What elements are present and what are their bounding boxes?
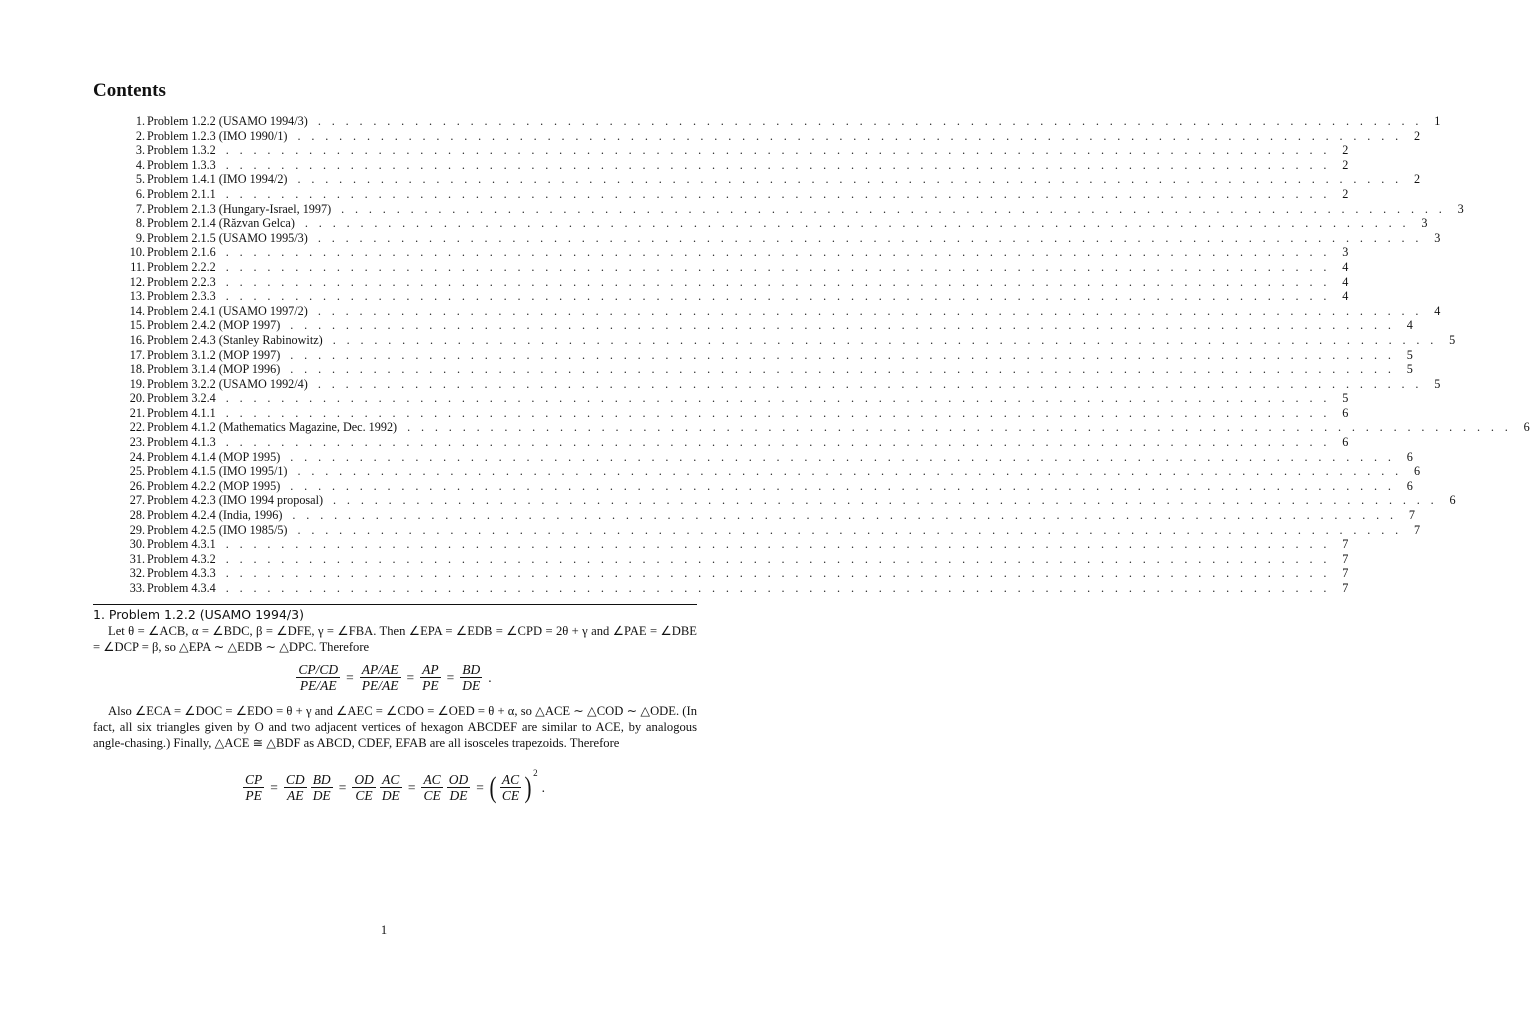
toc-entry-number: 1. [135,114,145,128]
toc-entry-page: 4 [1342,259,1349,274]
toc-entry-title: Problem 2.3.3 [147,289,216,304]
toc-entry[interactable] [93,493,1456,508]
toc-leader-dots: . . . . . . . . . . . . . . . . . . . . . . . . . . . . . . . . . . . . . . . . . . . . . . . . . . . . . . . . . . . . . . . . . . . . . . . . . . . . . . . . [290,478,1395,493]
toc-entry-page: 6 [1406,449,1413,464]
toc-entry[interactable] [93,186,1349,202]
toc-leader-dots: . . . . . . . . . . . . . . . . . . . . . . . . . . . . . . . . . . . . . . . . . . . . . . . . . . . . . . . . . . . . . . . . . . . . . . . . . . . . . . . . [341,201,1446,216]
toc-entry-number: 19. [129,376,145,391]
toc-entry-number: 29. [129,522,145,537]
fraction [380,772,402,803]
toc-entry-title: Problem 1.4.1 (IMO 1994/2) [147,172,288,187]
denominator: CE [501,788,520,803]
fraction [284,772,307,803]
numerator: BD [462,662,481,677]
toc-entry-title: Problem 1.2.2 (USAMO 1994/3) [147,114,308,128]
toc-leader-dots: . . . . . . . . . . . . . . . . . . . . . . . . . . . . . . . . . . . . . . . . . . . . . . . . . . . . . . . . . . . . . . . . . . . . . . . . . . . . . . . . [297,172,1403,187]
toc-entry-title: Problem 2.4.3 (Stanley Rabinowitz) [147,332,323,347]
left-paren: ( [489,770,497,804]
toc-entry[interactable] [93,508,1415,523]
toc-entry-page: 7 [1342,537,1349,552]
denominator: DE [462,678,481,693]
toc-entry-page: 5 [1449,332,1456,347]
toc-leader-dots: . . . . . . . . . . . . . . . . . . . . . . . . . . . . . . . . . . . . . . . . . . . . . . . . . . . . . . . . . . . . . . . . . . . . . . . . . . . . . . . . [290,362,1395,377]
toc-entry-title: Problem 4.2.4 (India, 1996) [147,508,283,523]
toc-entry[interactable] [93,551,1349,567]
toc-leader-dots: . . . . . . . . . . . . . . . . . . . . . . . . . . . . . . . . . . . . . . . . . . . . . . . . . . . . . . . . . . . . . . . . . . . . . . . . . . . . . . . . [317,376,1423,391]
fraction [360,662,401,693]
toc-leader-dots: . . . . . . . . . . . . . . . . . . . . . . . . . . . . . . . . . . . . . . . . . . . . . . . . . . . . . . . . . . . . . . . . . . . . . . . . . . . . . . . . [290,318,1395,333]
toc-entry[interactable] [93,566,1349,581]
toc-entry-page: 7 [1342,581,1349,595]
toc-entry-title: Problem 2.1.6 [147,245,216,260]
toc-entry-page: 3 [1342,245,1349,260]
paragraph-1-text: Let θ = ∠ACB, α = ∠BDC, β = ∠DFE, γ = ∠FBA. Then ∠EPA = ∠EDB = ∠CPD = 2θ + γ and ∠PAE = ∠DBE = ∠DCP = β, so △EPA ∼ △EDB ∼ △DPC. Therefore [93,624,697,654]
fraction [460,662,482,693]
toc-entry[interactable] [93,245,1349,260]
numerator: CD [285,772,305,787]
toc-entry-title: Problem 2.1.1 [147,186,216,201]
toc-entry-title: Problem 3.2.4 [147,391,216,406]
toc-entry[interactable] [93,435,1349,450]
toc-entry-number: 13. [129,289,145,304]
toc-entry-page: 2 [1413,172,1421,187]
toc-entry-number: 2. [135,128,145,143]
toc-entry-number: 14. [129,303,145,318]
toc-entry-number: 4. [135,157,145,172]
toc-leader-dots: . . . . . . . . . . . . . . . . . . . . . . . . . . . . . . . . . . . . . . . . . . . . . . . . . . . . . . . . . . . . . . . . . . . . . . . . . . . . . . . . [225,157,1331,172]
toc-leader-dots: . . . . . . . . . . . . . . . . . . . . . . . . . . . . . . . . . . . . . . . . . . . . . . . . . . . . . . . . . . . . . . . . . . . . . . . . . . . . . . . . [333,493,1438,508]
toc-entry-page: 4 [1342,274,1349,289]
toc-entry-title: Problem 3.2.2 (USAMO 1992/4) [147,376,308,391]
toc-entry-title: Problem 2.2.3 [147,274,216,289]
toc-entry-number: 26. [129,478,145,493]
toc-entry-number: 6. [135,186,145,201]
toc-entry-page: 1 [1434,114,1441,128]
toc-entry-page: 6 [1523,420,1530,435]
toc-entry-title: Problem 4.2.5 (IMO 1985/5) [147,522,288,537]
toc-entry-number: 18. [129,362,145,377]
toc-leader-dots: . . . . . . . . . . . . . . . . . . . . . . . . . . . . . . . . . . . . . . . . . . . . . . . . . . . . . . . . . . . . . . . . . . . . . . . . . . . . . . . . [225,289,1331,304]
toc-entry-page: 4 [1434,303,1441,318]
toc-entry-page: 3 [1421,216,1428,231]
toc-entry-page: 6 [1413,464,1421,479]
toc-entry-number: 7. [135,201,145,216]
numerator: OD [448,772,469,787]
toc-leader-dots: . . . . . . . . . . . . . . . . . . . . . . . . . . . . . . . . . . . . . . . . . . . . . . . . . . . . . . . . . . . . . . . . . . . . . . . . . . . . . . . . [225,391,1331,406]
toc-entry-title: Problem 2.4.2 (MOP 1997) [147,318,281,333]
toc-entry-title: Problem 1.3.2 [147,143,216,158]
toc-entry[interactable] [93,376,1441,392]
toc-entry-number: 8. [135,216,145,231]
toc-entry-title: Problem 4.1.2 (Mathematics Magazine, Dec. 1992) [147,420,398,435]
fraction [420,662,441,693]
toc-entry-page: 5 [1406,362,1413,377]
toc-entry[interactable] [93,347,1413,363]
toc-entry[interactable] [93,274,1349,290]
toc-entry-page: 7 [1413,522,1421,537]
toc-leader-dots: . . . . . . . . . . . . . . . . . . . . . . . . . . . . . . . . . . . . . . . . . . . . . . . . . . . . . . . . . . . . . . . . . . . . . . . . . . . . . . . . [332,332,1438,347]
toc-entry-page: 2 [1342,157,1349,172]
toc-entry-page: 6 [1342,435,1349,450]
toc-entry-number: 21. [129,405,145,420]
toc-entry[interactable] [93,391,1349,406]
toc-entry-number: 32. [129,566,145,581]
fraction [296,662,340,693]
toc-entry[interactable] [93,420,1530,435]
toc-entry-title: Problem 2.1.3 (Hungary-Israel, 1997) [147,201,332,216]
toc-leader-dots: . . . . . . . . . . . . . . . . . . . . . . . . . . . . . . . . . . . . . . . . . . . . . . . . . . . . . . . . . . . . . . . . . . . . . . . . . . . . . . . . [317,303,1423,318]
toc-leader-dots: . . . . . . . . . . . . . . . . . . . . . . . . . . . . . . . . . . . . . . . . . . . . . . . . . . . . . . . . . . . . . . . . . . . . . . . . . . . . . . . . [297,464,1403,479]
toc-leader-dots: . . . . . . . . . . . . . . . . . . . . . . . . . . . . . . . . . . . . . . . . . . . . . . . . . . . . . . . . . . . . . . . . . . . . . . . . . . . . . . . . [304,216,1410,231]
toc-entry-number: 9. [135,230,145,245]
fraction [447,772,471,803]
toc-entry-number: 33. [129,581,145,595]
toc-entry-number: 22. [129,420,145,435]
fraction [500,772,521,803]
toc-leader-dots: . . . . . . . . . . . . . . . . . . . . . . . . . . . . . . . . . . . . . . . . . . . . . . . . . . . . . . . . . . . . . . . . . . . . . . . . . . . . . . . . [317,230,1423,245]
toc-entry[interactable] [93,449,1413,465]
right-paren: ) [524,770,532,804]
toc-entry-number: 24. [129,449,145,464]
toc-entry-title: Problem 4.2.3 (IMO 1994 proposal) [147,493,324,508]
toc-entry-number: 17. [129,347,145,362]
toc-entry-page: 5 [1434,376,1441,391]
toc-entry-number: 25. [129,464,145,479]
section-divider [93,604,697,605]
toc-entry-number: 5. [135,172,145,187]
fraction [311,772,333,803]
toc-entry[interactable] [93,522,1421,538]
toc-entry[interactable] [93,201,1464,217]
toc-leader-dots: . . . . . . . . . . . . . . . . . . . . . . . . . . . . . . . . . . . . . . . . . . . . . . . . . . . . . . . . . . . . . . . . . . . . . . . . . . . . . . . . [407,420,1512,435]
toc-leader-dots: . . . . . . . . . . . . . . . . . . . . . . . . . . . . . . . . . . . . . . . . . . . . . . . . . . . . . . . . . . . . . . . . . . . . . . . . . . . . . . . . [225,405,1331,420]
toc-entry[interactable] [93,172,1421,187]
toc-entry-title: Problem 4.3.3 [147,566,216,581]
toc-entry[interactable] [93,259,1349,275]
toc-entry-page: 7 [1342,566,1349,581]
toc-entry[interactable] [93,464,1421,479]
denominator: DE [312,788,331,803]
toc-entry-number: 11. [130,259,145,274]
toc-leader-dots: . . . . . . . . . . . . . . . . . . . . . . . . . . . . . . . . . . . . . . . . . . . . . . . . . . . . . . . . . . . . . . . . . . . . . . . . . . . . . . . . [225,143,1331,158]
denominator: CE [423,788,441,803]
toc-entry-title: Problem 4.3.4 [147,581,216,595]
toc-leader-dots: . . . . . . . . . . . . . . . . . . . . . . . . . . . . . . . . . . . . . . . . . . . . . . . . . . . . . . . . . . . . . . . . . . . . . . . . . . . . . . . . [297,522,1403,537]
toc-leader-dots: . . . . . . . . . . . . . . . . . . . . . . . . . . . . . . . . . . . . . . . . . . . . . . . . . . . . . . . . . . . . . . . . . . . . . . . . . . . . . . . . [225,245,1331,260]
toc-entry[interactable] [93,362,1413,377]
toc-leader-dots: . . . . . . . . . . . . . . . . . . . . . . . . . . . . . . . . . . . . . . . . . . . . . . . . . . . . . . . . . . . . . . . . . . . . . . . . . . . . . . . . [225,274,1331,289]
toc-entry[interactable] [93,289,1349,304]
numerator: OD [354,772,374,787]
numerator: CP [245,772,263,787]
toc-entry[interactable] [93,143,1349,158]
toc-entry-title: Problem 2.2.2 [147,259,216,274]
toc-entry[interactable] [93,405,1349,421]
toc-leader-dots: . . . . . . . . . . . . . . . . . . . . . . . . . . . . . . . . . . . . . . . . . . . . . . . . . . . . . . . . . . . . . . . . . . . . . . . . . . . . . . . . [225,581,1331,595]
toc-entry-page: 7 [1408,508,1415,523]
toc-leader-dots: . . . . . . . . . . . . . . . . . . . . . . . . . . . . . . . . . . . . . . . . . . . . . . . . . . . . . . . . . . . . . . . . . . . . . . . . . . . . . . . . [225,537,1331,552]
toc-entry[interactable] [93,332,1456,348]
toc-entry[interactable] [93,216,1428,231]
toc-entry-page: 4 [1342,289,1349,304]
toc-entry-title: Problem 3.1.2 (MOP 1997) [147,347,281,362]
toc-entry-title: Problem 2.1.5 (USAMO 1995/3) [147,230,308,245]
fraction [352,772,376,803]
toc-entry-title: Problem 4.2.2 (MOP 1995) [147,478,281,493]
toc-entry[interactable] [93,537,1349,552]
toc-entry-page: 2 [1413,128,1421,143]
toc-entry-number: 30. [129,537,145,552]
toc-entry-page: 5 [1406,347,1413,362]
toc-entry-title: Problem 3.1.4 (MOP 1996) [147,362,281,377]
toc-leader-dots: . . . . . . . . . . . . . . . . . . . . . . . . . . . . . . . . . . . . . . . . . . . . . . . . . . . . . . . . . . . . . . . . . . . . . . . . . . . . . . . . [225,551,1331,566]
toc-entry-number: 3. [135,143,145,158]
toc-leader-dots: . . . . . . . . . . . . . . . . . . . . . . . . . . . . . . . . . . . . . . . . . . . . . . . . . . . . . . . . . . . . . . . . . . . . . . . . . . . . . . . . [290,347,1395,362]
toc-entry-title: Problem 4.1.3 [147,435,216,450]
denominator: DE [449,788,468,803]
denominator: DE [381,788,400,803]
equation-2: $\frac{CP}{PE}$ = $\frac{CD}{AE}$ $\frac{BD}{DE}$ = $\frac{OD}{CE}$ $\frac{AC}{DE}$ = $\frac{AC}{CE}$ $\frac{OD}{DE}$ = ( $\frac{AC}{CE}$ ) 2. [245,768,545,804]
toc-entry-page: 2 [1342,186,1349,201]
toc-entry-number: 27. [129,493,145,508]
toc-entry-title: Problem 4.3.1 [147,537,216,552]
toc-entry-title: Problem 4.3.2 [147,551,216,566]
toc-entry-number: 23. [129,435,145,450]
numerator: AC [423,772,441,787]
toc-entry-number: 16. [129,332,145,347]
toc-leader-dots: . . . . . . . . . . . . . . . . . . . . . . . . . . . . . . . . . . . . . . . . . . . . . . . . . . . . . . . . . . . . . . . . . . . . . . . . . . . . . . . . [225,435,1331,450]
denominator: PE [422,678,439,693]
toc-leader-dots: . . . . . . . . . . . . . . . . . . . . . . . . . . . . . . . . . . . . . . . . . . . . . . . . . . . . . . . . . . . . . . . . . . . . . . . . . . . . . . . . [225,259,1331,274]
equation-end: . [541,779,545,795]
numerator: CP/CD [298,662,339,677]
section-heading: 1. Problem 1.2.2 (USAMO 1994/3) [93,607,304,622]
toc-entry[interactable] [93,318,1413,333]
toc-entry-title: Problem 1.2.3 (IMO 1990/1) [147,128,288,143]
toc-entry-title: Problem 4.1.5 (IMO 1995/1) [147,464,288,479]
toc-entry-title: Problem 4.1.1 [147,405,216,420]
toc-entry[interactable] [93,303,1441,319]
paragraph-2-text: Also ∠ECA = ∠DOC = ∠EDO = θ + γ and ∠AEC = ∠CDO = ∠OED = θ + α, so △ACE ∼ △COD ∼ △ODE. (In fact, all six triangles given by O and two adjacent vertices of hexagon ABCDEF are similar to ACE, by analogous angle-chasing.) Finally, △ACE ≅ △BDF as ABCD, CDEF, EFAB are all isosceles trapezoids. Therefore [93,704,697,750]
toc-leader-dots: . . . . . . . . . . . . . . . . . . . . . . . . . . . . . . . . . . . . . . . . . . . . . . . . . . . . . . . . . . . . . . . . . . . . . . . . . . . . . . . . [297,128,1403,143]
equation-1: $\frac{CP/CD}{PE/AE}$ = $\frac{AP/AE}{PE/AE}$ = $\frac{AP}{PE}$ = $\frac{BD}{DE}$ . [298,662,492,693]
denominator: PE/AE [361,678,399,693]
toc-entry[interactable] [93,230,1441,246]
numerator: AP/AE [361,662,399,677]
fraction [243,772,264,803]
toc-entry-number: 31. [129,551,145,566]
table-of-contents [93,114,1530,596]
toc-entry[interactable] [93,128,1421,144]
numerator: AP [422,662,439,677]
toc-entry-page: 6 [1449,493,1456,508]
toc-entry-page: 3 [1434,230,1441,245]
page-number: 1 [380,923,388,937]
toc-entry[interactable] [93,478,1413,494]
fraction [421,772,442,803]
toc-entry-number: 12. [129,274,145,289]
toc-leader-dots: . . . . . . . . . . . . . . . . . . . . . . . . . . . . . . . . . . . . . . . . . . . . . . . . . . . . . . . . . . . . . . . . . . . . . . . . . . . . . . . . [317,114,1423,128]
toc-entry-title: Problem 2.4.1 (USAMO 1997/2) [147,303,308,318]
toc-entry-number: 28. [129,508,145,523]
toc-entry-title: Problem 4.1.4 (MOP 1995) [147,449,281,464]
denominator: PE/AE [299,678,337,693]
toc-entry-number: 20. [129,391,145,406]
toc-entry-number: 15. [129,318,145,333]
numerator: BD [312,772,331,787]
toc-entry-title: Problem 2.1.4 (Răzvan Gelca) [147,216,295,231]
denominator: AE [287,788,304,803]
toc-leader-dots: . . . . . . . . . . . . . . . . . . . . . . . . . . . . . . . . . . . . . . . . . . . . . . . . . . . . . . . . . . . . . . . . . . . . . . . . . . . . . . . . [225,566,1331,581]
toc-entry[interactable] [93,157,1349,173]
toc-entry-page: 2 [1342,143,1349,158]
toc-entry-page: 4 [1406,318,1413,333]
toc-entry-page: 3 [1457,201,1464,216]
toc-entry[interactable] [93,114,1441,129]
numerator: AC [380,772,402,788]
numerator: AC [501,772,520,787]
contents-title: Contents [93,80,166,101]
toc-entry-page: 6 [1342,405,1349,420]
paragraph-1 [93,623,697,655]
toc-leader-dots: . . . . . . . . . . . . . . . . . . . . . . . . . . . . . . . . . . . . . . . . . . . . . . . . . . . . . . . . . . . . . . . . . . . . . . . . . . . . . . . . [225,186,1331,201]
paragraph-2 [93,703,697,751]
toc-leader-dots: . . . . . . . . . . . . . . . . . . . . . . . . . . . . . . . . . . . . . . . . . . . . . . . . . . . . . . . . . . . . . . . . . . . . . . . . . . . . . . . . [292,508,1397,523]
toc-entry-title: Problem 1.3.3 [147,157,216,172]
denominator: PE [245,788,262,803]
toc-leader-dots: . . . . . . . . . . . . . . . . . . . . . . . . . . . . . . . . . . . . . . . . . . . . . . . . . . . . . . . . . . . . . . . . . . . . . . . . . . . . . . . . [290,449,1395,464]
toc-entry-number: 10. [129,245,145,260]
toc-entry[interactable] [93,581,1349,596]
denominator: CE [355,788,373,803]
toc-entry-page: 6 [1406,478,1413,493]
equation-end: . [488,669,492,685]
toc-entry-page: 7 [1342,551,1349,566]
exponent: 2 [533,768,538,778]
toc-entry-page: 5 [1342,391,1349,406]
